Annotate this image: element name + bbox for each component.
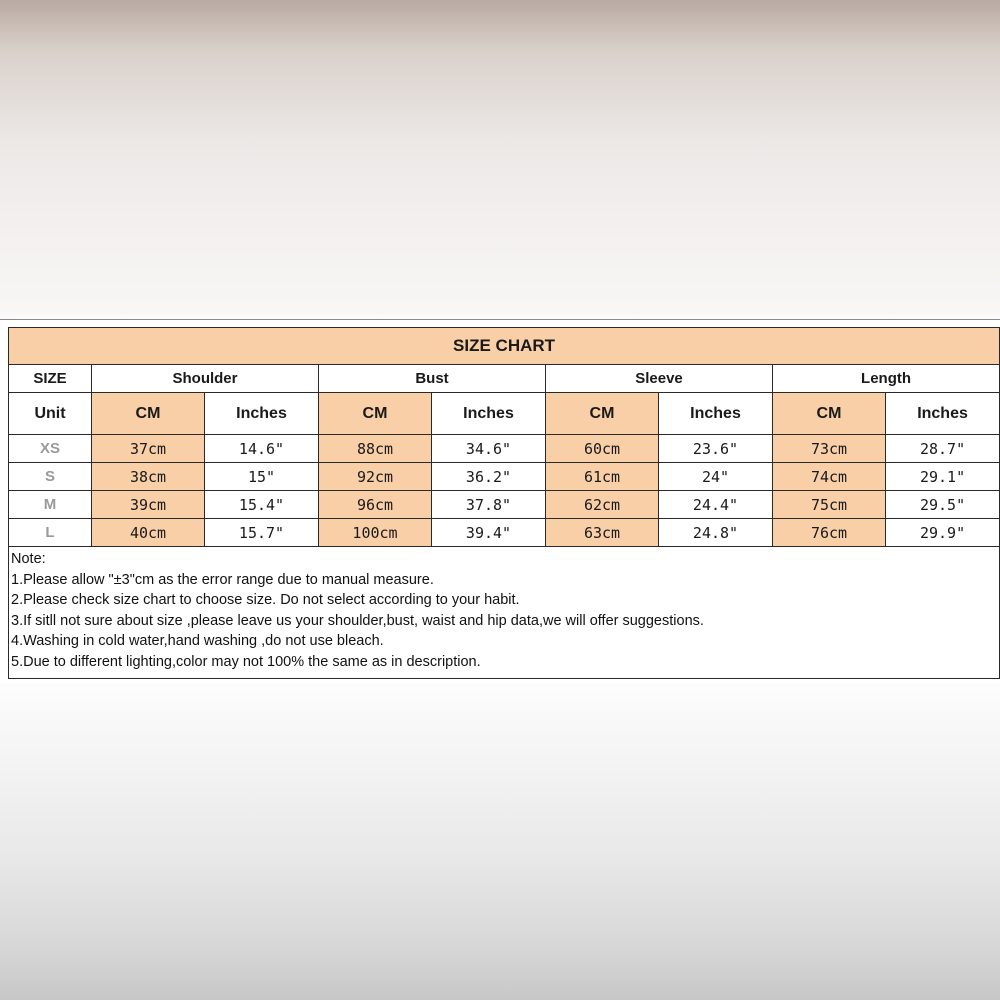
size-label: S (9, 463, 92, 491)
sleeve-cm-cell: 63cm (546, 519, 659, 547)
size-label: L (9, 519, 92, 547)
sleeve-cm-cell: 62cm (546, 491, 659, 519)
notes-section (9, 547, 1000, 679)
length-inches-cell: 28.7" (886, 435, 1000, 463)
bust-cm-cell: 96cm (319, 491, 432, 519)
sleeve-inches-cell: 23.6" (659, 435, 773, 463)
bust-cm-cell: 88cm (319, 435, 432, 463)
bust-inches-cell: 37.8" (432, 491, 546, 519)
bust-cm-cell: 100cm (319, 519, 432, 547)
shoulder-cm-cell: 39cm (92, 491, 205, 519)
bust-cm-cell: 92cm (319, 463, 432, 491)
sleeve-inches-header: Inches (659, 393, 773, 435)
note-line: 5.Due to different lighting,color may not 100% the same as in description. (11, 653, 481, 670)
length-cm-cell: 76cm (773, 519, 886, 547)
title-row (9, 328, 1000, 365)
sleeve-inches-cell: 24" (659, 463, 773, 491)
chart-title: SIZE CHART (9, 328, 1000, 365)
sleeve-inches-cell: 24.8" (659, 519, 773, 547)
bust-cm-header: CM (319, 393, 432, 435)
length-inches-header: Inches (886, 393, 1000, 435)
shoulder-inches-cell: 15.4" (205, 491, 319, 519)
length-header: Length (773, 365, 1000, 393)
sleeve-inches-cell: 24.4" (659, 491, 773, 519)
bust-inches-cell: 36.2" (432, 463, 546, 491)
shoulder-inches-cell: 15.7" (205, 519, 319, 547)
bust-header: Bust (319, 365, 546, 393)
sleeve-cm-cell: 60cm (546, 435, 659, 463)
shoulder-inches-cell: 15" (205, 463, 319, 491)
length-cm-header: CM (773, 393, 886, 435)
length-inches-cell: 29.1" (886, 463, 1000, 491)
table-row-s (9, 463, 1000, 491)
table-row-l (9, 519, 1000, 547)
shoulder-inches-cell: 14.6" (205, 435, 319, 463)
table-row-xs (9, 435, 1000, 463)
length-cm-cell: 73cm (773, 435, 886, 463)
unit-label: Unit (9, 393, 92, 435)
note-line: 2.Please check size chart to choose size. Do not select according to your habit. (11, 592, 520, 608)
shoulder-header: Shoulder (92, 365, 319, 393)
notes-heading: Note: (11, 551, 46, 567)
size-header: SIZE (9, 365, 92, 393)
note-line: 3.If sitll not sure about size ,please leave us your shoulder,bust, waist and hip data,we will offer suggestions. (11, 612, 704, 629)
length-inches-cell: 29.9" (886, 519, 1000, 547)
length-cm-cell: 75cm (773, 491, 886, 519)
sleeve-cm-cell: 61cm (546, 463, 659, 491)
note-line: 1.Please allow "±3"cm as the error range due to manual measure. (11, 571, 434, 588)
note-line: 4.Washing in cold water,hand washing ,do not use bleach. (11, 633, 384, 649)
bust-inches-cell: 34.6" (432, 435, 546, 463)
size-label: M (9, 491, 92, 519)
bust-inches-header: Inches (432, 393, 546, 435)
shoulder-cm-header: CM (92, 393, 205, 435)
measure-header-row (9, 365, 1000, 393)
sleeve-cm-header: CM (546, 393, 659, 435)
shoulder-cm-cell: 38cm (92, 463, 205, 491)
length-inches-cell: 29.5" (886, 491, 1000, 519)
bust-inches-cell: 39.4" (432, 519, 546, 547)
table-row-m (9, 491, 1000, 519)
sleeve-header: Sleeve (546, 365, 773, 393)
unit-header-row (9, 393, 1000, 435)
size-label: XS (9, 435, 92, 463)
size-chart-table (8, 327, 1000, 679)
notes-row (9, 547, 1000, 679)
shoulder-inches-header: Inches (205, 393, 319, 435)
length-cm-cell: 74cm (773, 463, 886, 491)
shoulder-cm-cell: 40cm (92, 519, 205, 547)
shoulder-cm-cell: 37cm (92, 435, 205, 463)
